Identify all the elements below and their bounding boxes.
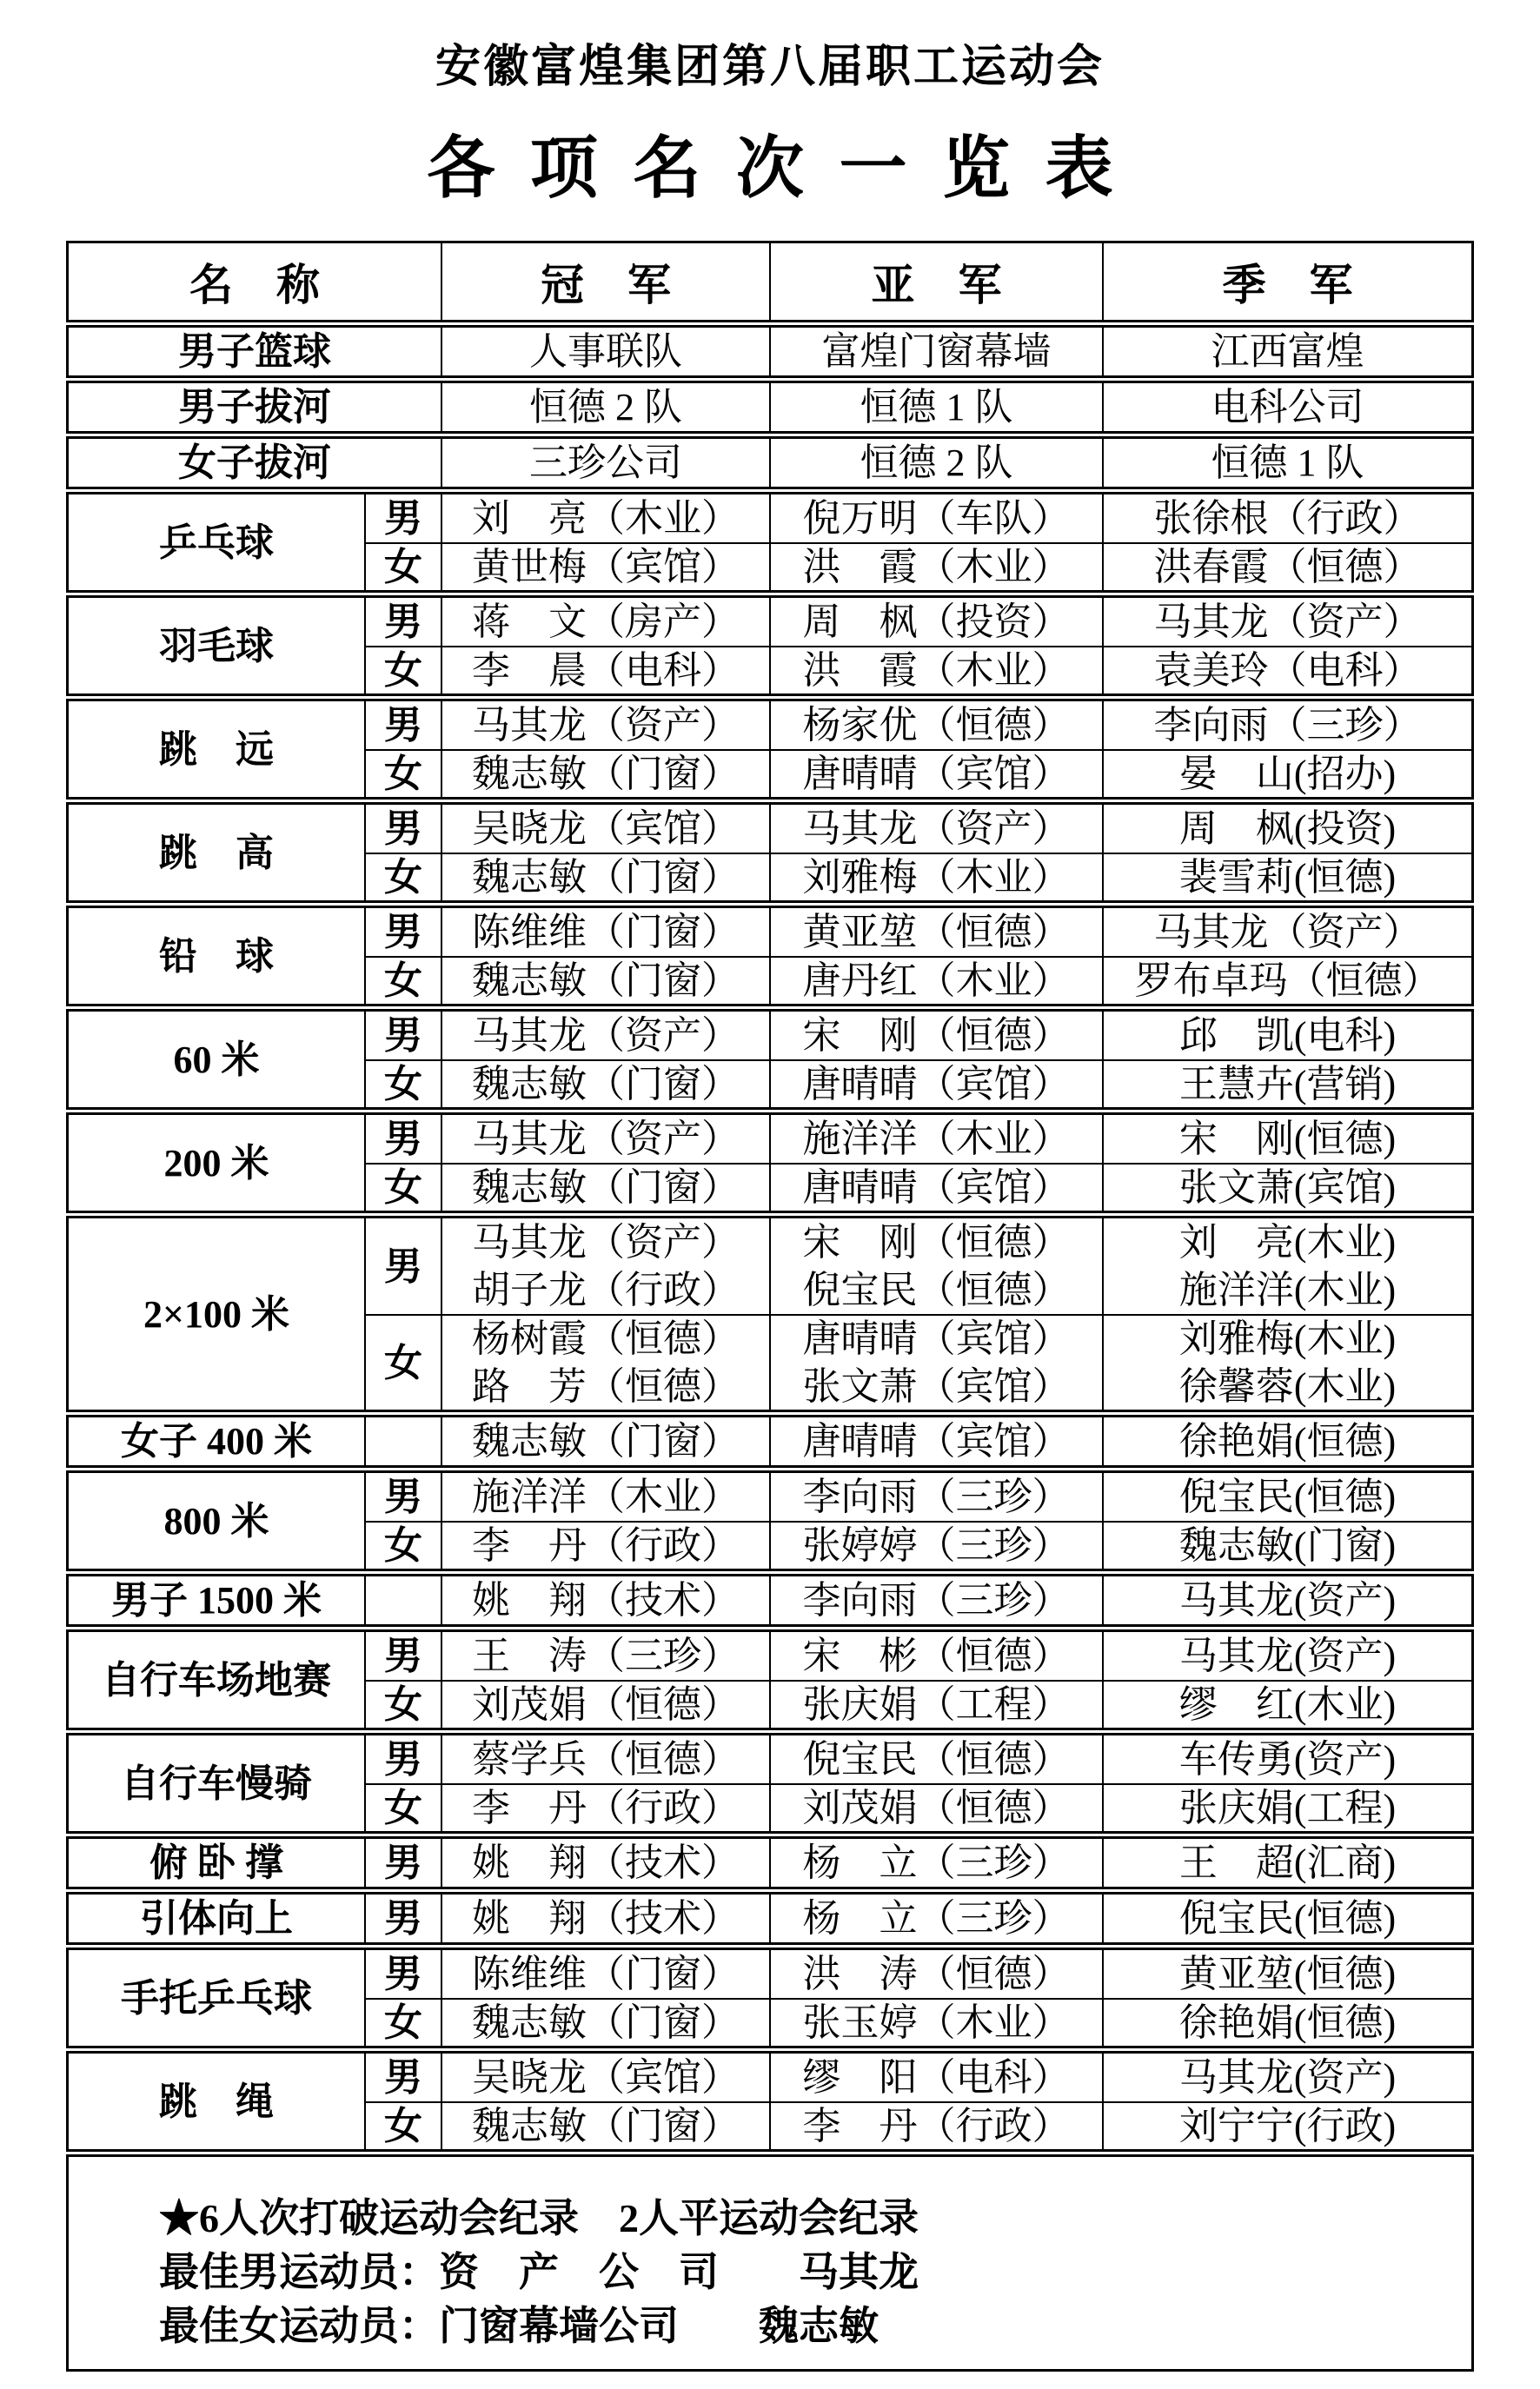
results-table bbox=[66, 241, 1474, 2372]
champion-cell bbox=[441, 2054, 769, 2101]
gender-cell: 男 bbox=[364, 1735, 441, 1783]
champion-cell bbox=[441, 908, 769, 956]
third-place-cell bbox=[1102, 1839, 1471, 1887]
event-block bbox=[66, 1009, 1474, 1110]
result-entry: 倪宝民(恒德) bbox=[1178, 1476, 1397, 1518]
result-entry: 唐晴晴（宾馆） bbox=[802, 1317, 1071, 1360]
third-place-cell bbox=[1102, 1012, 1471, 1059]
champion-cell bbox=[441, 956, 769, 1004]
result-entry: 魏志敏（门窗） bbox=[472, 1420, 740, 1463]
result-entry: 吴晓龙（宾馆） bbox=[472, 2056, 740, 2099]
result-entry: 恒德 2 队 bbox=[860, 441, 1013, 484]
third-place-cell bbox=[1102, 1735, 1471, 1783]
result-entry: 马其龙（资产） bbox=[802, 807, 1071, 850]
champion-cell bbox=[441, 1576, 769, 1624]
result-entry: 胡子龙（行政） bbox=[472, 1269, 740, 1311]
champion-cell bbox=[441, 805, 769, 853]
result-entry: 魏志敏（门窗） bbox=[472, 959, 740, 1002]
result-entry: 刘 亮（木业） bbox=[472, 497, 740, 540]
result-entry: 杨 立（三珍） bbox=[802, 1842, 1071, 1884]
runner-up-cell bbox=[769, 1680, 1102, 1728]
third-place-cell bbox=[1102, 494, 1471, 542]
result-entry: 恒德 1 队 bbox=[1211, 441, 1364, 484]
table-header-third: 季 军 bbox=[1102, 243, 1471, 320]
result-entry: 蔡学兵（恒德） bbox=[472, 1738, 740, 1781]
champion-cell bbox=[441, 2101, 769, 2149]
gender-cell: 女 bbox=[364, 1521, 441, 1569]
gender-cell: 男 bbox=[364, 908, 441, 956]
gender-cell: 男 bbox=[364, 1632, 441, 1680]
runner-up-cell bbox=[769, 598, 1102, 646]
table-header-name: 名 称 bbox=[189, 261, 320, 309]
champion-cell bbox=[441, 1115, 769, 1163]
result-entry: 马其龙（资产） bbox=[1153, 601, 1422, 643]
result-entry: 姚 翔（技术） bbox=[472, 1842, 740, 1884]
result-entry: 李向雨（三珍） bbox=[1153, 704, 1422, 747]
runner-up-cell bbox=[769, 1417, 1102, 1465]
table-header-champion: 冠 军 bbox=[441, 243, 769, 320]
runner-up-cell bbox=[769, 328, 1102, 375]
gender-cell: 男 bbox=[364, 1218, 441, 1314]
runner-up-cell bbox=[769, 2101, 1102, 2149]
result-entry: 徐馨蓉(木业) bbox=[1178, 1365, 1397, 1408]
champion-cell bbox=[441, 383, 769, 431]
champion-cell bbox=[441, 1012, 769, 1059]
event-block bbox=[66, 1629, 1474, 1730]
event-name-cell: 自行车慢骑 bbox=[121, 1762, 312, 1805]
champion-cell bbox=[441, 646, 769, 693]
event-name-cell: 男子 1500 米 bbox=[111, 1579, 322, 1622]
result-entry: 马其龙(资产) bbox=[1178, 2056, 1397, 2099]
result-entry: 黄世梅（宾馆） bbox=[472, 546, 740, 588]
document-page bbox=[0, 30, 1540, 2389]
event-block bbox=[66, 1733, 1474, 1834]
third-place-cell bbox=[1102, 328, 1471, 375]
gender-cell: 男 bbox=[364, 1115, 441, 1163]
champion-cell bbox=[441, 598, 769, 646]
gender-cell: 男 bbox=[364, 2054, 441, 2101]
runner-up-cell bbox=[769, 1632, 1102, 1680]
result-entry: 王慧卉(营销) bbox=[1178, 1063, 1397, 1105]
result-entry: 洪 霞（木业） bbox=[802, 546, 1071, 588]
runner-up-cell bbox=[769, 1950, 1102, 1998]
gender-cell: 男 bbox=[364, 494, 441, 542]
champion-cell bbox=[441, 328, 769, 375]
result-entry: 魏志敏(门窗) bbox=[1178, 1524, 1397, 1567]
champion-cell bbox=[441, 1314, 769, 1410]
result-entry: 陈维维（门窗） bbox=[472, 1953, 740, 1995]
table-header-row bbox=[66, 241, 1474, 322]
champion-cell bbox=[441, 1163, 769, 1211]
event-block bbox=[66, 1415, 1474, 1468]
event-name-cell: 2×100 米 bbox=[143, 1292, 290, 1336]
result-entry: 张庆娟（工程） bbox=[802, 1683, 1071, 1726]
third-place-cell bbox=[1102, 1783, 1471, 1831]
third-place-cell bbox=[1102, 1163, 1471, 1211]
event-name-cell: 引体向上 bbox=[140, 1897, 293, 1940]
third-place-cell bbox=[1102, 2101, 1471, 2149]
result-entry: 晏 山(招办) bbox=[1178, 753, 1397, 795]
third-place-cell bbox=[1102, 701, 1471, 749]
event-name-cell: 200 米 bbox=[163, 1141, 269, 1185]
event-block bbox=[66, 1892, 1474, 1945]
event-block bbox=[66, 699, 1474, 800]
result-entry: 李 丹（行政） bbox=[472, 1524, 740, 1567]
runner-up-cell bbox=[769, 1473, 1102, 1521]
result-entry: 杨 立（三珍） bbox=[802, 1897, 1071, 1940]
gender-cell: 女 bbox=[364, 2101, 441, 2149]
result-entry: 魏志敏（门窗） bbox=[472, 1166, 740, 1209]
event-name-cell: 60 米 bbox=[173, 1038, 260, 1081]
result-entry: 周 枫（投资） bbox=[802, 601, 1071, 643]
champion-cell bbox=[441, 701, 769, 749]
runner-up-cell bbox=[769, 1115, 1102, 1163]
result-entry: 魏志敏（门窗） bbox=[472, 856, 740, 899]
event-name-cell: 800 米 bbox=[163, 1499, 269, 1543]
gender-cell: 男 bbox=[364, 1839, 441, 1887]
result-entry: 徐艳娟(恒德) bbox=[1178, 1420, 1397, 1463]
gender-cell: 男 bbox=[364, 1473, 441, 1521]
gender-cell: 女 bbox=[364, 1163, 441, 1211]
third-place-cell bbox=[1102, 1576, 1471, 1624]
result-entry: 杨家优（恒德） bbox=[802, 704, 1071, 747]
result-entry: 黄亚堃（恒德） bbox=[802, 911, 1071, 953]
event-name-cell: 跳 远 bbox=[159, 727, 274, 771]
result-entry: 徐艳娟(恒德) bbox=[1178, 2001, 1397, 2044]
result-entry: 张徐根（行政） bbox=[1153, 497, 1422, 540]
result-entry: 车传勇(资产) bbox=[1178, 1738, 1397, 1781]
result-entry: 富煌门窗幕墙 bbox=[821, 330, 1052, 373]
result-entry: 倪宝民（恒德） bbox=[802, 1269, 1071, 1311]
event-block bbox=[66, 1216, 1474, 1412]
event-name-cell: 男子拔河 bbox=[178, 386, 331, 428]
result-entry: 马其龙（资产） bbox=[472, 1014, 740, 1057]
result-entry: 宋 刚（恒德） bbox=[802, 1014, 1071, 1057]
champion-cell bbox=[441, 1417, 769, 1465]
runner-up-cell bbox=[769, 1059, 1102, 1107]
runner-up-cell bbox=[769, 1998, 1102, 2046]
result-entry: 刘茂娟（恒德） bbox=[472, 1683, 740, 1726]
result-entry: 刘雅梅（木业） bbox=[802, 856, 1071, 899]
runner-up-cell bbox=[769, 542, 1102, 590]
result-entry: 王 超(汇商) bbox=[1178, 1842, 1397, 1884]
result-entry: 李 晨（电科） bbox=[472, 649, 740, 692]
gender-cell: 男 bbox=[364, 1012, 441, 1059]
event-block bbox=[66, 381, 1474, 434]
result-entry: 唐晴晴（宾馆） bbox=[802, 1420, 1071, 1463]
champion-cell bbox=[441, 542, 769, 590]
champion-cell bbox=[441, 1783, 769, 1831]
result-entry: 姚 翔（技术） bbox=[472, 1579, 740, 1622]
runner-up-cell bbox=[769, 1895, 1102, 1942]
event-name-cell: 自行车场地赛 bbox=[102, 1658, 331, 1702]
table-body bbox=[66, 325, 1474, 2152]
page-subtitle: 各项名次一览表 bbox=[427, 129, 1149, 208]
result-entry: 马其龙（资产） bbox=[1153, 911, 1422, 953]
third-place-cell bbox=[1102, 1218, 1471, 1314]
runner-up-cell bbox=[769, 749, 1102, 797]
gender-cell bbox=[364, 1417, 441, 1465]
champion-cell bbox=[441, 1059, 769, 1107]
third-place-cell bbox=[1102, 956, 1471, 1004]
third-place-cell bbox=[1102, 646, 1471, 693]
third-place-cell bbox=[1102, 805, 1471, 853]
event-name-cell: 手托乒乓球 bbox=[121, 1976, 312, 2020]
gender-cell: 女 bbox=[364, 542, 441, 590]
runner-up-cell bbox=[769, 908, 1102, 956]
result-entry: 张文萧(宾馆) bbox=[1178, 1166, 1397, 1209]
event-block bbox=[66, 906, 1474, 1006]
gender-cell: 女 bbox=[364, 1998, 441, 2046]
result-entry: 施洋洋（木业） bbox=[472, 1476, 740, 1518]
result-entry: 王 涛（三珍） bbox=[472, 1635, 740, 1677]
runner-up-cell bbox=[769, 646, 1102, 693]
result-entry: 倪万明（车队） bbox=[802, 497, 1071, 540]
result-entry: 马其龙(资产) bbox=[1178, 1579, 1397, 1622]
event-block bbox=[66, 325, 1474, 378]
runner-up-cell bbox=[769, 853, 1102, 900]
third-place-cell bbox=[1102, 908, 1471, 956]
result-entry: 李 丹（行政） bbox=[802, 2105, 1071, 2147]
result-entry: 刘茂娟（恒德） bbox=[802, 1787, 1071, 1829]
event-name-cell: 女子拔河 bbox=[178, 441, 331, 484]
event-name-cell: 铅 球 bbox=[159, 934, 274, 978]
result-entry: 李向雨（三珍） bbox=[802, 1579, 1071, 1622]
runner-up-cell bbox=[769, 494, 1102, 542]
gender-cell: 女 bbox=[364, 1680, 441, 1728]
event-block bbox=[66, 1836, 1474, 1889]
runner-up-cell bbox=[769, 439, 1102, 487]
page-title: 安徽富煌集团第八届职工运动会 bbox=[435, 43, 1105, 92]
event-name-cell: 乒乓球 bbox=[159, 521, 274, 564]
champion-cell bbox=[441, 749, 769, 797]
event-block bbox=[66, 802, 1474, 903]
result-entry: 刘雅梅(木业) bbox=[1178, 1317, 1397, 1360]
result-entry: 裴雪莉(恒德) bbox=[1178, 856, 1397, 899]
result-entry: 魏志敏（门窗） bbox=[472, 2001, 740, 2044]
result-entry: 黄亚堃(恒德) bbox=[1178, 1953, 1397, 1995]
event-block bbox=[66, 1112, 1474, 1213]
event-name-cell: 女子 400 米 bbox=[121, 1420, 312, 1463]
event-block bbox=[66, 2051, 1474, 2152]
runner-up-cell bbox=[769, 701, 1102, 749]
footer-notes-box bbox=[66, 2154, 1474, 2372]
gender-cell: 女 bbox=[364, 749, 441, 797]
gender-cell: 女 bbox=[364, 1783, 441, 1831]
result-entry: 洪 霞（木业） bbox=[802, 649, 1071, 692]
result-entry: 唐晴晴（宾馆） bbox=[802, 753, 1071, 795]
result-entry: 张文萧（宾馆） bbox=[802, 1365, 1071, 1408]
result-entry: 宋 刚(恒德) bbox=[1178, 1118, 1397, 1160]
event-name-cell: 跳 高 bbox=[159, 831, 274, 874]
runner-up-cell bbox=[769, 1012, 1102, 1059]
third-place-cell bbox=[1102, 598, 1471, 646]
runner-up-cell bbox=[769, 956, 1102, 1004]
third-place-cell bbox=[1102, 2054, 1471, 2101]
champion-cell bbox=[441, 494, 769, 542]
champion-cell bbox=[441, 1895, 769, 1942]
third-place-cell bbox=[1102, 1998, 1471, 2046]
result-entry: 人事联队 bbox=[529, 330, 682, 373]
result-entry: 刘 亮(木业) bbox=[1178, 1221, 1397, 1264]
result-entry: 缪 红(木业) bbox=[1178, 1683, 1397, 1726]
gender-cell: 男 bbox=[364, 805, 441, 853]
result-entry: 张婷婷（三珍） bbox=[802, 1524, 1071, 1567]
event-name-cell: 跳 绳 bbox=[159, 2080, 274, 2123]
champion-cell bbox=[441, 1735, 769, 1783]
result-entry: 蒋 文（房产） bbox=[472, 601, 740, 643]
result-entry: 袁美玲（电科） bbox=[1153, 649, 1422, 692]
runner-up-cell bbox=[769, 383, 1102, 431]
result-entry: 电科公司 bbox=[1211, 386, 1364, 428]
records-note: ★6人次打破运动会纪录 2人平运动会纪录 bbox=[159, 2196, 919, 2240]
event-name-cell: 俯 卧 撑 bbox=[149, 1842, 283, 1884]
third-place-cell bbox=[1102, 1115, 1471, 1163]
runner-up-cell bbox=[769, 805, 1102, 853]
result-entry: 施洋洋（木业） bbox=[802, 1118, 1071, 1160]
third-place-cell bbox=[1102, 439, 1471, 487]
third-place-cell bbox=[1102, 1680, 1471, 1728]
result-entry: 洪 涛（恒德） bbox=[802, 1953, 1071, 1995]
runner-up-cell bbox=[769, 1576, 1102, 1624]
result-entry: 魏志敏（门窗） bbox=[472, 753, 740, 795]
result-entry: 马其龙（资产） bbox=[472, 1118, 740, 1160]
third-place-cell bbox=[1102, 1950, 1471, 1998]
gender-cell: 女 bbox=[364, 853, 441, 900]
result-entry: 罗布卓玛（恒德） bbox=[1134, 959, 1441, 1002]
third-place-cell bbox=[1102, 1417, 1471, 1465]
result-entry: 恒德 1 队 bbox=[860, 386, 1013, 428]
best-male-athlete-note: 最佳男运动员：资 产 公 司 马其龙 bbox=[159, 2250, 919, 2294]
gender-cell: 女 bbox=[364, 1059, 441, 1107]
result-entry: 马其龙（资产） bbox=[472, 1221, 740, 1264]
champion-cell bbox=[441, 1632, 769, 1680]
third-place-cell bbox=[1102, 1473, 1471, 1521]
result-entry: 姚 翔（技术） bbox=[472, 1897, 740, 1940]
result-entry: 魏志敏（门窗） bbox=[472, 1063, 740, 1105]
gender-cell: 男 bbox=[364, 701, 441, 749]
third-place-cell bbox=[1102, 853, 1471, 900]
result-entry: 张庆娟(工程) bbox=[1178, 1787, 1397, 1829]
runner-up-cell bbox=[769, 2054, 1102, 2101]
gender-cell: 男 bbox=[364, 1950, 441, 1998]
result-entry: 唐晴晴（宾馆） bbox=[802, 1063, 1071, 1105]
event-block bbox=[66, 436, 1474, 489]
result-entry: 唐晴晴（宾馆） bbox=[802, 1166, 1071, 1209]
result-entry: 陈维维（门窗） bbox=[472, 911, 740, 953]
result-entry: 施洋洋(木业) bbox=[1178, 1269, 1397, 1311]
result-entry: 吴晓龙（宾馆） bbox=[472, 807, 740, 850]
result-entry: 洪春霞（恒德） bbox=[1153, 546, 1422, 588]
best-female-athlete-note: 最佳女运动员：门窗幕墙公司 魏志敏 bbox=[159, 2304, 879, 2348]
event-name-cell: 男子篮球 bbox=[178, 330, 331, 373]
result-entry: 张玉婷（木业） bbox=[802, 2001, 1071, 2044]
third-place-cell bbox=[1102, 1632, 1471, 1680]
gender-cell: 男 bbox=[364, 1895, 441, 1942]
champion-cell bbox=[441, 1473, 769, 1521]
third-place-cell bbox=[1102, 1521, 1471, 1569]
result-entry: 宋 彬（恒德） bbox=[802, 1635, 1071, 1677]
runner-up-cell bbox=[769, 1839, 1102, 1887]
result-entry: 周 枫(投资) bbox=[1178, 807, 1397, 850]
runner-up-cell bbox=[769, 1521, 1102, 1569]
result-entry: 刘宁宁(行政) bbox=[1178, 2105, 1397, 2147]
result-entry: 江西富煌 bbox=[1211, 330, 1364, 373]
runner-up-cell bbox=[769, 1218, 1102, 1314]
third-place-cell bbox=[1102, 749, 1471, 797]
gender-cell: 女 bbox=[364, 956, 441, 1004]
event-block bbox=[66, 492, 1474, 593]
third-place-cell bbox=[1102, 1895, 1471, 1942]
result-entry: 路 芳（恒德） bbox=[472, 1365, 740, 1408]
result-entry: 宋 刚（恒德） bbox=[802, 1221, 1071, 1264]
result-entry: 缪 阳（电科） bbox=[802, 2056, 1071, 2099]
result-entry: 三珍公司 bbox=[529, 441, 682, 484]
result-entry: 恒德 2 队 bbox=[529, 386, 682, 428]
champion-cell bbox=[441, 1680, 769, 1728]
result-entry: 倪宝民（恒德） bbox=[802, 1738, 1071, 1781]
champion-cell bbox=[441, 853, 769, 900]
gender-cell: 女 bbox=[364, 646, 441, 693]
table-header-runner-up: 亚 军 bbox=[769, 243, 1102, 320]
third-place-cell bbox=[1102, 542, 1471, 590]
runner-up-cell bbox=[769, 1783, 1102, 1831]
third-place-cell bbox=[1102, 1059, 1471, 1107]
result-entry: 马其龙(资产) bbox=[1178, 1635, 1397, 1677]
result-entry: 邱 凯(电科) bbox=[1178, 1014, 1397, 1057]
event-block bbox=[66, 1574, 1474, 1627]
champion-cell bbox=[441, 439, 769, 487]
gender-cell: 女 bbox=[364, 1314, 441, 1410]
runner-up-cell bbox=[769, 1314, 1102, 1410]
result-entry: 李向雨（三珍） bbox=[802, 1476, 1071, 1518]
event-block bbox=[66, 595, 1474, 696]
champion-cell bbox=[441, 1521, 769, 1569]
champion-cell bbox=[441, 1839, 769, 1887]
event-name-cell: 羽毛球 bbox=[159, 624, 274, 667]
champion-cell bbox=[441, 1218, 769, 1314]
runner-up-cell bbox=[769, 1163, 1102, 1211]
event-block bbox=[66, 1948, 1474, 2048]
event-block bbox=[66, 1470, 1474, 1571]
result-entry: 唐丹红（木业） bbox=[802, 959, 1071, 1002]
champion-cell bbox=[441, 1998, 769, 2046]
gender-cell bbox=[364, 1576, 441, 1624]
runner-up-cell bbox=[769, 1735, 1102, 1783]
champion-cell bbox=[441, 1950, 769, 1998]
result-entry: 倪宝民(恒德) bbox=[1178, 1897, 1397, 1940]
result-entry: 李 丹（行政） bbox=[472, 1787, 740, 1829]
third-place-cell bbox=[1102, 383, 1471, 431]
gender-cell: 男 bbox=[364, 598, 441, 646]
result-entry: 魏志敏（门窗） bbox=[472, 2105, 740, 2147]
result-entry: 马其龙（资产） bbox=[472, 704, 740, 747]
third-place-cell bbox=[1102, 1314, 1471, 1410]
result-entry: 杨树霞（恒德） bbox=[472, 1317, 740, 1360]
